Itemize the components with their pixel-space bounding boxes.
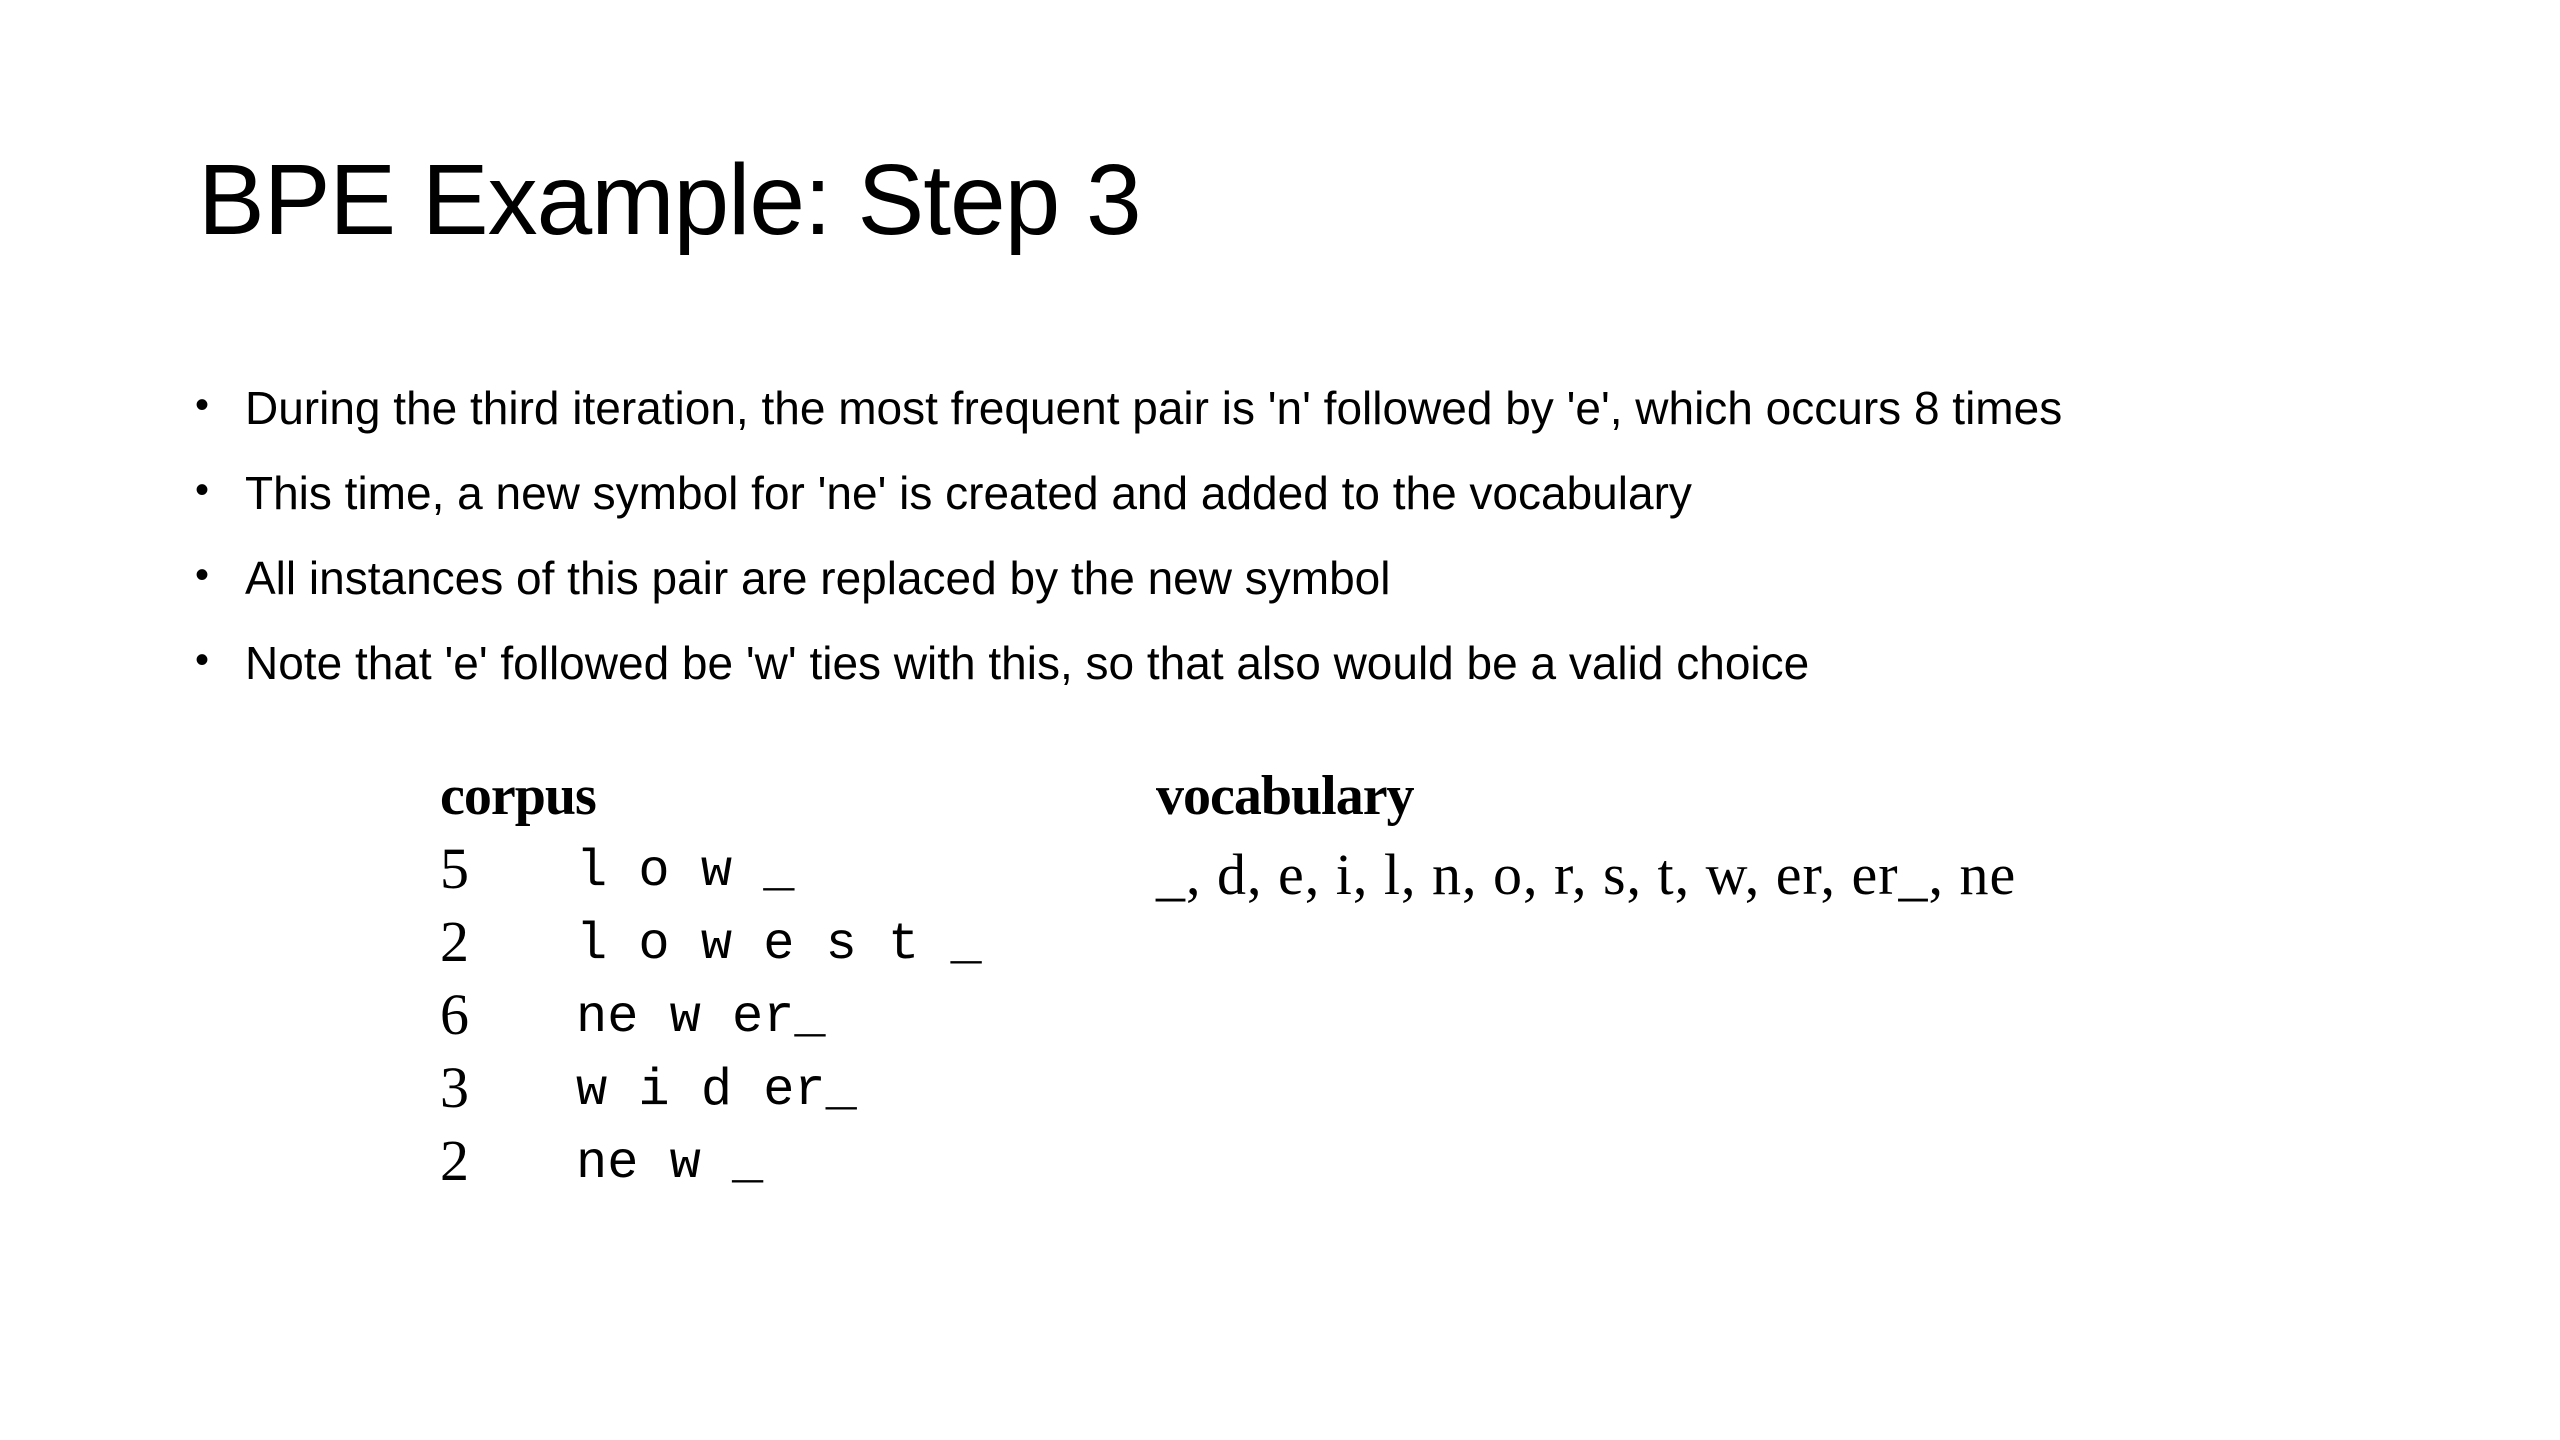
- bullet-item: [195, 382, 2063, 470]
- corpus-row: [440, 836, 1140, 913]
- bullet-dot-icon: •: [195, 553, 210, 597]
- bullet-item: [195, 637, 2062, 725]
- vocabulary-heading: vocabulary: [1156, 765, 1414, 827]
- corpus-word: ne w er_: [576, 988, 826, 1047]
- corpus-word: ne w _: [576, 1134, 764, 1193]
- corpus-word: w i d er_: [576, 1061, 857, 1120]
- corpus-row: [440, 1055, 1140, 1132]
- bullet-dot-icon: •: [195, 383, 210, 427]
- bullet-text: All instances of this pair are replaced by the new symbol: [245, 552, 1391, 604]
- corpus-count: 6: [440, 982, 469, 1047]
- corpus-count: 3: [440, 1055, 469, 1120]
- corpus-row: [440, 909, 1140, 986]
- corpus-row: [440, 1128, 1140, 1205]
- corpus-word: l o w e s t _: [576, 915, 982, 974]
- corpus-list: [440, 836, 1140, 1205]
- bullet-text: During the third iteration, the most frequent pair is 'n' followed by 'e', which occurs 8 times: [245, 382, 2063, 434]
- vocabulary-list: _, d, e, i, l, n, o, r, s, t, w, er, er_, ne: [1156, 842, 2017, 907]
- corpus-heading: corpus: [440, 765, 596, 827]
- bullet-item: [195, 552, 2062, 640]
- bullet-text: Note that 'e' followed be 'w' ties with this, so that also would be a valid choice: [245, 637, 1810, 689]
- bullet-dot-icon: •: [195, 638, 210, 682]
- bullet-text: This time, a new symbol for 'ne' is created and added to the vocabulary: [245, 467, 1692, 519]
- corpus-count: 2: [440, 1128, 469, 1193]
- slide-title: BPE Example: Step 3: [198, 144, 1141, 256]
- corpus-count: 5: [440, 836, 469, 901]
- bullet-item: [195, 467, 2062, 555]
- bullet-list: [195, 382, 2063, 725]
- corpus-word: l o w _: [576, 842, 795, 901]
- corpus-row: [440, 982, 1140, 1059]
- corpus-count: 2: [440, 909, 469, 974]
- bullet-dot-icon: •: [195, 468, 210, 512]
